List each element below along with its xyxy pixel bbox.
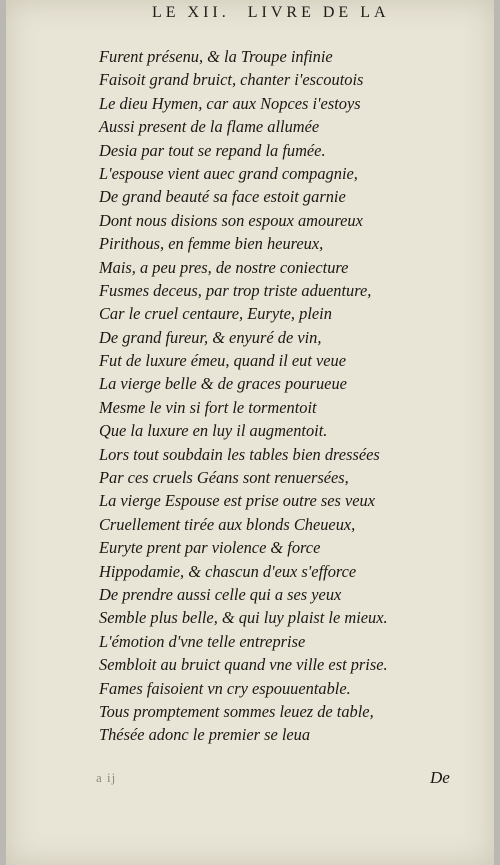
book-page — [6, 0, 494, 865]
verse-line: Hippodamie, & chascun d'eux s'efforce — [99, 561, 357, 581]
verse-line: Fut de luxure émeu, quand il eut veue — [99, 351, 346, 371]
verse-line: Mais, a peu pres, de nostre coniecture — [99, 257, 349, 277]
verse-line: Semble plus belle, & qui luy plaist le mieux. — [99, 608, 388, 628]
verse-line: La vierge Espouse est prise outre ses veux — [99, 491, 375, 511]
verse-line: L'espouse vient auec grand compagnie, — [99, 163, 358, 183]
catchword: De — [430, 768, 450, 787]
verse-line: Fusmes deceus, par trop triste aduenture, — [99, 280, 372, 300]
verse-line: Desia par tout se repand la fumée. — [99, 140, 326, 160]
verse-line: Sembloit au bruict quand vne ville est prise. — [99, 655, 388, 675]
verse-line: De prendre aussi celle qui a ses yeux — [99, 584, 342, 604]
verse-line: Le dieu Hymen, car aux Nopces i'estoys — [99, 93, 361, 113]
verse-line: De grand beauté sa face estoit garnie — [99, 187, 346, 207]
verse-line: Thésée adonc le premier se leua — [99, 725, 311, 745]
verse-line: Car le cruel centaure, Euryte, plein — [99, 304, 332, 324]
verse-block — [99, 45, 489, 747]
verse-line: La vierge belle & de graces pourueue — [99, 374, 347, 394]
verse-line: De grand fureur, & enyuré de vin, — [99, 327, 322, 347]
verse-line: Lors tout soubdain les tables bien dressées — [99, 444, 380, 464]
header-right: LIVRE DE LA — [247, 4, 390, 21]
verse-line: Cruellement tirée aux blonds Cheueux, — [99, 514, 356, 534]
running-header — [152, 4, 400, 22]
verse-line: Fames faisoient vn cry espouuentable. — [99, 678, 351, 698]
verse-line: Dont nous disions son espoux amoureux — [99, 210, 363, 230]
verse-line: Faisoit grand bruict, chanter i'escoutois — [99, 70, 364, 90]
verse-line: Pirithous, en femme bien heureux, — [99, 234, 324, 254]
verse-line: Mesme le vin si fort le tormentoit — [99, 397, 317, 417]
verse-line: Que la luxure en luy il augmentoit. — [99, 421, 328, 441]
verse-line: Euryte prent par violence & force — [99, 538, 321, 558]
verse-line: Furent présenu, & la Troupe infinie — [99, 47, 333, 66]
signature-mark: a ij — [96, 770, 117, 785]
verse-line: Aussi present de la flame allumée — [99, 117, 320, 137]
verse-line: Tous promptement sommes leuez de table, — [99, 701, 374, 721]
header-left: LE XII. — [152, 4, 230, 21]
verse-line: L'émotion d'vne telle entreprise — [99, 631, 306, 651]
verse-line: Par ces cruels Géans sont renuersées, — [99, 468, 349, 488]
